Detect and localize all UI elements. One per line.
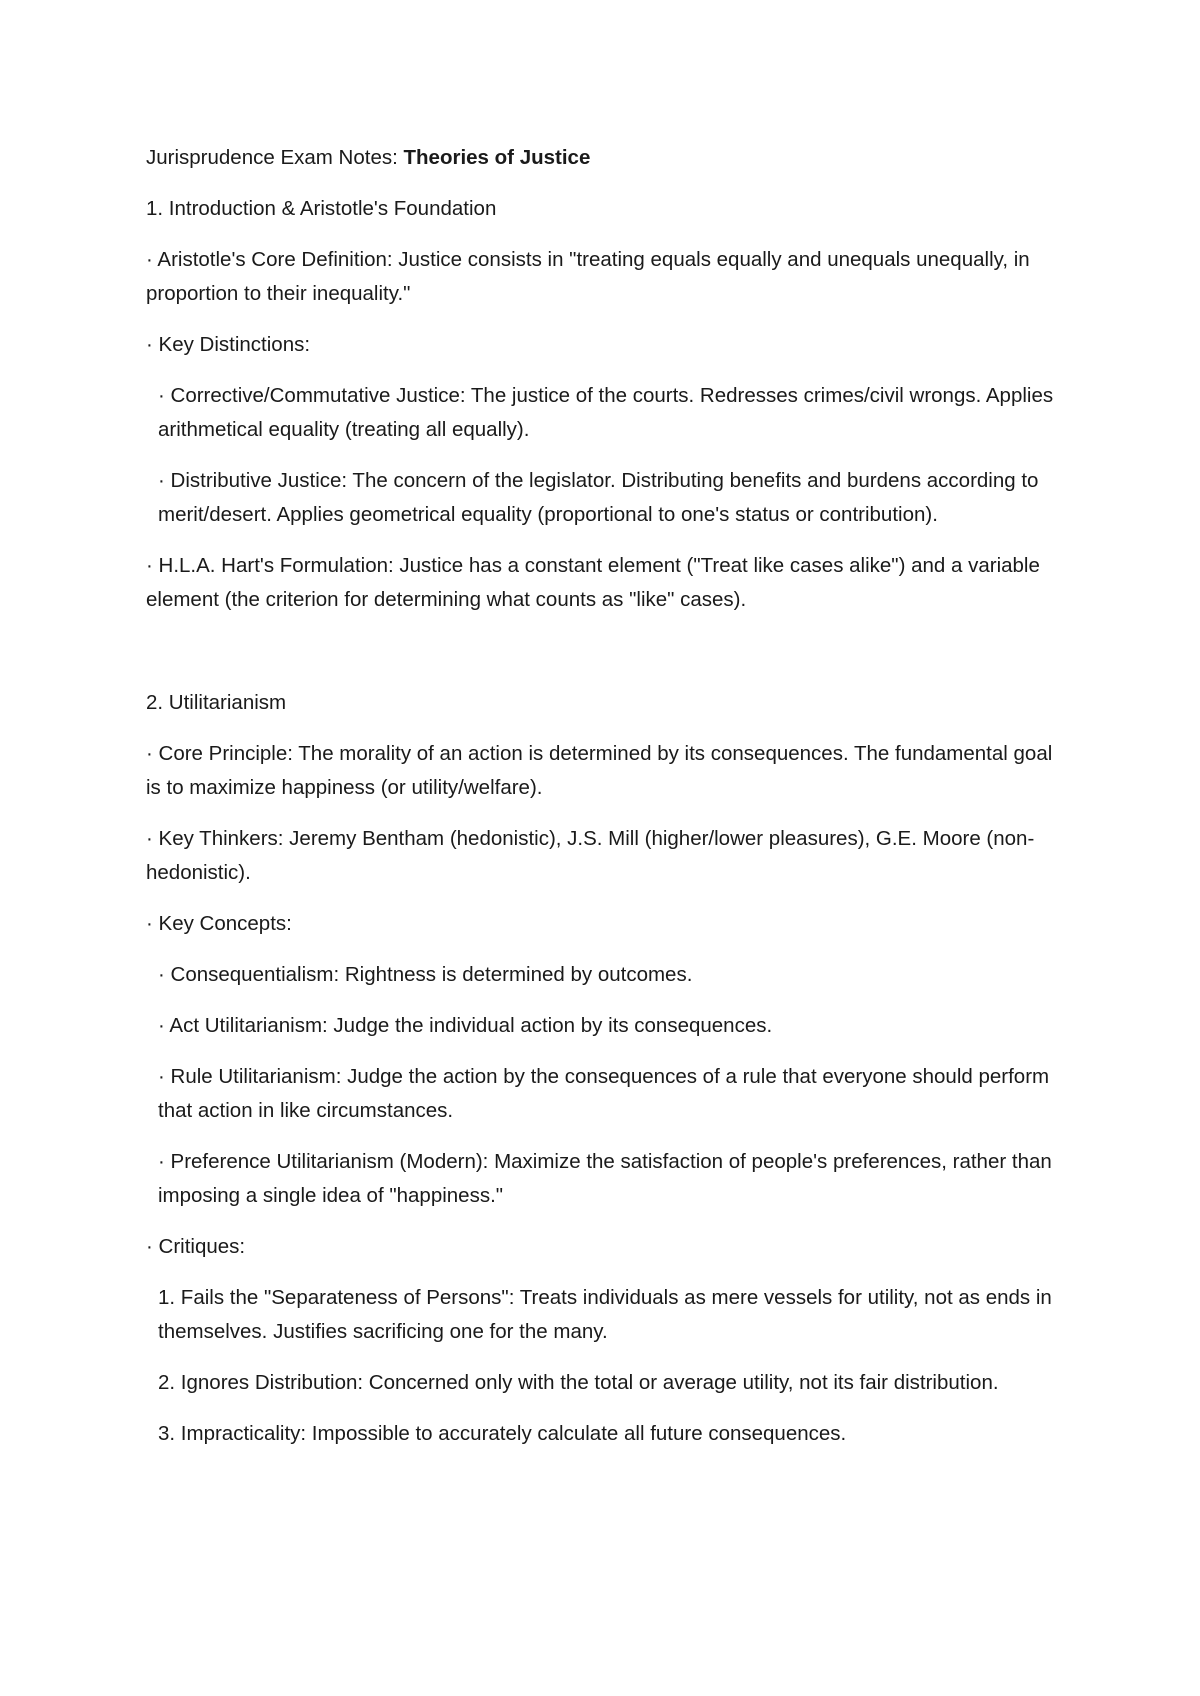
corrective-justice-bullet: · Corrective/Commutative Justice: The justice of the courts. Redresses crimes/civil wrongs. Applies arithmetical equality (treating all equally). bbox=[158, 384, 1054, 441]
distributive-justice-bullet: · Distributive Justice: The concern of the legislator. Distributing benefits and burdens according to merit/desert. Applies geometrical equality (proportional to one's status or contribution). bbox=[158, 469, 1039, 526]
section2-heading: 2. Utilitarianism bbox=[146, 691, 287, 714]
title-bold: Theories of Justice bbox=[403, 146, 591, 169]
preference-utilitarianism-bullet: · Preference Utilitarianism (Modern): Maximize the satisfaction of people's preferences, rather than imposing a single idea of "happiness." bbox=[158, 1150, 1052, 1207]
key-thinkers-bullet: · Key Thinkers: Jeremy Bentham (hedonistic), J.S. Mill (higher/lower pleasures), G.E. Moore (non-hedonistic). bbox=[146, 827, 1035, 884]
critiques-bullet: · Critiques: bbox=[146, 1235, 246, 1258]
document-title bbox=[146, 141, 1071, 175]
act-utilitarianism-bullet: · Act Utilitarianism: Judge the individual action by its consequences. bbox=[158, 1014, 773, 1037]
core-definition-bullet: · Aristotle's Core Definition: Justice consists in "treating equals equally and unequals unequally, in proportion to their inequality." bbox=[146, 248, 1030, 305]
hart-formulation-bullet: · H.L.A. Hart's Formulation: Justice has a constant element ("Treat like cases alike") and a variable element (the criterion for determining what counts as "like" cases). bbox=[146, 554, 1040, 611]
key-distinctions-bullet: · Key Distinctions: bbox=[146, 333, 311, 356]
critique-item-2: 2. Ignores Distribution: Concerned only with the total or average utility, not its fair distribution. bbox=[158, 1371, 999, 1394]
title-prefix: Jurisprudence Exam Notes: bbox=[146, 146, 404, 169]
section1-heading: 1. Introduction & Aristotle's Foundation bbox=[146, 197, 497, 220]
document-body bbox=[146, 141, 1071, 1468]
rule-utilitarianism-bullet: · Rule Utilitarianism: Judge the action by the consequences of a rule that everyone should perform that action in like circumstances. bbox=[158, 1065, 1050, 1122]
section-spacer bbox=[146, 634, 1071, 686]
key-concepts-bullet: · Key Concepts: bbox=[146, 912, 292, 935]
critique-item-1: 1. Fails the "Separateness of Persons": Treats individuals as mere vessels for utility, not as ends in themselves. Justifies sacrificing one for the many. bbox=[158, 1286, 1052, 1343]
core-principle-bullet: · Core Principle: The morality of an action is determined by its consequences. The fundamental goal is to maximize happiness (or utility/welfare). bbox=[146, 742, 1053, 799]
critique-item-3: 3. Impracticality: Impossible to accurately calculate all future consequences. bbox=[158, 1422, 847, 1445]
consequentialism-bullet: · Consequentialism: Rightness is determined by outcomes. bbox=[158, 963, 693, 986]
